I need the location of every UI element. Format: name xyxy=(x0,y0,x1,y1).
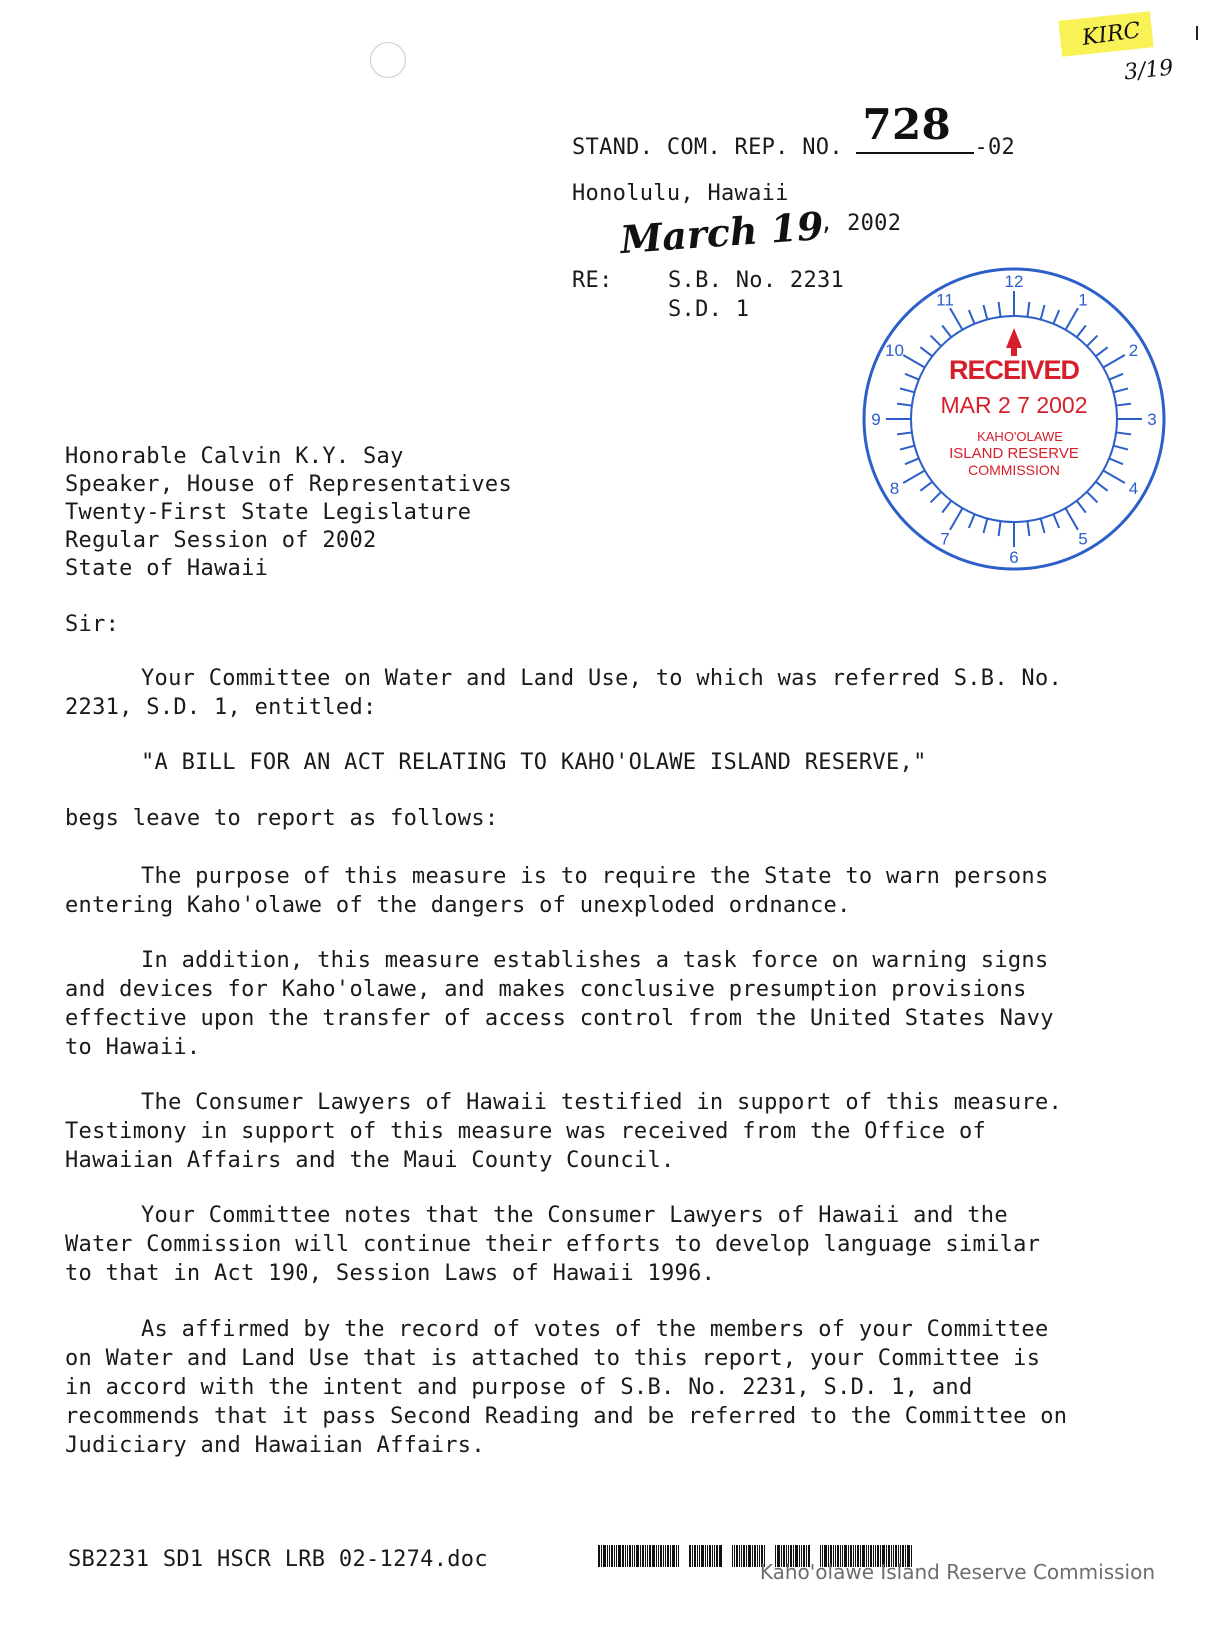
barcode-bar xyxy=(652,1545,655,1567)
stamp-tick xyxy=(1077,501,1086,513)
barcode-bar xyxy=(719,1545,722,1567)
paragraph-referral xyxy=(65,664,1075,722)
report-number-field xyxy=(856,100,974,154)
barcode-bar xyxy=(614,1545,615,1567)
stamp-arrow-icon xyxy=(1006,328,1022,348)
stamp-tick xyxy=(897,404,912,406)
stamp-tick xyxy=(905,458,919,464)
salutation: Sir: xyxy=(65,612,120,637)
paragraph-addition xyxy=(65,946,1075,1062)
stamp-tick xyxy=(1027,521,1029,536)
barcode-bar xyxy=(603,1545,606,1567)
barcode-bar xyxy=(746,1545,747,1567)
barcode-bar xyxy=(642,1545,644,1567)
barcode-bar xyxy=(649,1545,651,1567)
paragraph-recommendation-text: As affirmed by the record of votes of the members of your Committee on Water and Land Use that is attached to this report, your Committee is in accord with the intent and purpose of S.B. No. 2231, S.D. 1, and recommends that it pass Second Reading and be referred to the Committee on Judiciary and Hawaiian Affairs. xyxy=(65,1317,1068,1458)
barcode-bar xyxy=(732,1545,733,1567)
barcode-bar xyxy=(611,1545,613,1567)
footer-doc-ref: SB2231 SD1 HSCR LRB 02-1274.doc xyxy=(68,1547,488,1572)
barcode-bar xyxy=(647,1545,648,1567)
barcode-bar xyxy=(701,1545,704,1567)
stamp-dial-number: 11 xyxy=(936,290,954,310)
stamp-tick xyxy=(900,388,914,392)
stamp-tick xyxy=(903,471,925,484)
stamp-dial-number: 8 xyxy=(889,479,900,498)
place-line: Honolulu, Hawaii xyxy=(572,181,789,206)
paragraph-addition-text: In addition, this measure establishes a task force on warning signs and devices for Kaho'olawe, and makes conclusive presumption provisions effective upon the transfer of access control from the United States Navy to Hawaii. xyxy=(65,948,1054,1060)
stamp-org-line3: COMMISSION xyxy=(968,462,1060,478)
paragraph-recommendation xyxy=(65,1315,1075,1460)
stamp-dial-number: 7 xyxy=(940,529,950,549)
stamp-tick xyxy=(1053,514,1059,528)
handwritten-date: March 19 xyxy=(618,202,825,263)
stamp-received: RECEIVED xyxy=(948,355,1080,385)
barcode-bar xyxy=(689,1545,691,1567)
stamp-tick xyxy=(1066,508,1079,530)
stamp-tick xyxy=(1027,302,1029,317)
stamp-tick xyxy=(1087,336,1098,347)
stamp-tick xyxy=(1041,305,1045,319)
barcode-bar xyxy=(748,1545,751,1567)
stamp-tick xyxy=(1116,404,1131,406)
stamp-dial-number: 1 xyxy=(1078,290,1088,310)
barcode-bar xyxy=(716,1545,718,1567)
barcode-bar xyxy=(609,1545,610,1567)
stamp-tick xyxy=(931,336,942,347)
barcode-bar xyxy=(598,1545,600,1567)
stamp-org-line1: KAHO'OLAWE xyxy=(977,429,1063,444)
addressee-line4: Regular Session of 2002 xyxy=(65,528,377,553)
stamp-tick xyxy=(897,432,912,434)
stamp-tick xyxy=(920,347,932,356)
paragraph-notes-text: Your Committee notes that the Consumer Lawyers of Hawaii and the Water Commission will continue their efforts to develop language similar to that in Act 190, Session Laws of Hawaii 1996. xyxy=(65,1203,1041,1286)
report-label: STAND. COM. REP. NO. xyxy=(572,135,843,160)
stamp-tick xyxy=(903,355,925,368)
stamp-tick xyxy=(969,514,975,528)
stamp-dial-number: 6 xyxy=(1009,548,1019,567)
barcode-bar xyxy=(663,1545,664,1567)
barcode-bar xyxy=(656,1545,657,1567)
report-number: 728 xyxy=(862,100,952,149)
barcode-bar xyxy=(678,1545,679,1567)
stamp-tick xyxy=(950,308,963,330)
stamp-dial-number: 9 xyxy=(871,410,881,429)
stamp-tick xyxy=(1053,310,1059,324)
barcode-bar xyxy=(632,1545,633,1567)
barcode-bar xyxy=(752,1545,753,1567)
barcode-bar xyxy=(705,1545,706,1567)
stamp-tick xyxy=(983,518,987,532)
stamp-org-line2: ISLAND RESERVE xyxy=(949,445,1079,462)
stamp-tick xyxy=(900,446,914,450)
stamp-dial-number: 12 xyxy=(1004,272,1024,291)
barcode-bar xyxy=(754,1545,756,1567)
stamp-tick xyxy=(1077,325,1086,337)
barcode-bar xyxy=(629,1545,631,1567)
stamp-dial-number: 2 xyxy=(1128,341,1139,360)
barcode-bar xyxy=(670,1545,671,1567)
barcode-bar xyxy=(625,1545,626,1567)
barcode-bar xyxy=(692,1545,693,1567)
paragraph-testimony-text: The Consumer Lawyers of Hawaii testified in support of this measure. Testimony in support of this measure was received from the Office of Hawaiian Affairs and the Maui County Council. xyxy=(65,1090,1063,1173)
barcode-bar xyxy=(741,1545,742,1567)
barcode-bar xyxy=(636,1545,639,1567)
report-suffix: -02 xyxy=(974,135,1016,160)
stamp-date: MAR 2 7 2002 xyxy=(940,392,1088,418)
barcode-bar xyxy=(694,1545,696,1567)
re-label: RE: xyxy=(572,268,613,293)
stamp-tick xyxy=(1096,347,1108,356)
stamp-tick xyxy=(1109,458,1123,464)
stamp-tick xyxy=(1113,446,1127,450)
stamp-tick xyxy=(1066,308,1079,330)
stamp-tick xyxy=(999,302,1001,317)
paragraph-leave: begs leave to report as follows: xyxy=(65,806,499,831)
barcode-bar xyxy=(658,1545,659,1567)
barcode-bar xyxy=(739,1545,740,1567)
paragraph-referral-text: Your Committee on Water and Land Use, to which was referred S.B. No. 2231, S.D. 1, entitled: xyxy=(65,666,1063,720)
stamp-dial-number: 4 xyxy=(1128,479,1139,498)
stamp-tick xyxy=(1103,471,1125,484)
bill-number: S.B. No. 2231 xyxy=(668,268,845,293)
stamp-tick xyxy=(1103,355,1125,368)
bill-draft: S.D. 1 xyxy=(668,297,750,322)
barcode-bar xyxy=(709,1545,711,1567)
barcode-bar xyxy=(622,1545,624,1567)
stamp-tick xyxy=(942,501,951,513)
watermark: Kaho'olawe Island Reserve Commission xyxy=(759,1560,1155,1584)
stamp-tick xyxy=(950,508,963,530)
stamp-tick xyxy=(931,492,942,503)
barcode-bar xyxy=(665,1545,666,1567)
barcode-bar xyxy=(634,1545,635,1567)
stamp-tick xyxy=(920,482,932,491)
addressee-line3: Twenty-First State Legislature xyxy=(65,500,472,525)
barcode-bar xyxy=(699,1545,700,1567)
stamp-dial-number: 10 xyxy=(885,341,904,360)
barcode-bar xyxy=(660,1545,662,1567)
year-suffix: , 2002 xyxy=(820,211,902,236)
barcode-bar xyxy=(616,1545,617,1567)
stamp-tick xyxy=(942,325,951,337)
stamp-tick xyxy=(999,521,1001,536)
stamp-tick xyxy=(1096,482,1108,491)
barcode-bar xyxy=(601,1545,602,1567)
barcode-bar xyxy=(672,1545,675,1567)
stamp-tick xyxy=(905,374,919,380)
barcode-bar xyxy=(757,1545,758,1567)
barcode-bar xyxy=(697,1545,698,1567)
annotation-initials: KIRC xyxy=(1080,18,1142,51)
paragraph-testimony xyxy=(65,1088,1075,1175)
margin-tick xyxy=(1196,26,1198,40)
barcode-bar xyxy=(707,1545,708,1567)
barcode-bar xyxy=(667,1545,669,1567)
barcode-bar xyxy=(640,1545,641,1567)
stamp-dial-number: 3 xyxy=(1147,410,1157,429)
annotation-date: 3/19 xyxy=(1122,55,1175,86)
paragraph-purpose-text: The purpose of this measure is to require the State to warn persons entering Kaho'olawe of the dangers of unexploded ordnance. xyxy=(65,864,1049,918)
stamp-tick xyxy=(969,310,975,324)
barcode-bar xyxy=(676,1545,677,1567)
barcode-bar xyxy=(736,1545,738,1567)
report-number-line xyxy=(572,100,1016,160)
barcode-bar xyxy=(618,1545,621,1567)
addressee-line2: Speaker, House of Representatives xyxy=(65,472,512,497)
barcode-bar xyxy=(743,1545,745,1567)
punch-hole xyxy=(370,42,406,78)
paragraph-notes xyxy=(65,1201,1075,1288)
stamp-dial-number: 5 xyxy=(1078,529,1088,549)
barcode-bar xyxy=(645,1545,646,1567)
barcode-bar xyxy=(734,1545,735,1567)
addressee-line5: State of Hawaii xyxy=(65,556,269,581)
bill-title-quote: "A BILL FOR AN ACT RELATING TO KAHO'OLAWE ISLAND RESERVE," xyxy=(141,750,927,775)
addressee-line1: Honorable Calvin K.Y. Say xyxy=(65,444,404,469)
stamp-tick xyxy=(1041,518,1045,532)
received-stamp xyxy=(858,263,1170,575)
stamp-tick xyxy=(1113,388,1127,392)
stamp-tick xyxy=(983,305,987,319)
barcode-bar xyxy=(627,1545,628,1567)
paragraph-purpose xyxy=(65,862,1075,920)
barcode-bar xyxy=(607,1545,608,1567)
stamp-tick xyxy=(1087,492,1098,503)
barcode-bar xyxy=(714,1545,715,1567)
stamp-tick xyxy=(1116,432,1131,434)
barcode-bar xyxy=(712,1545,713,1567)
stamp-tick xyxy=(1109,374,1123,380)
